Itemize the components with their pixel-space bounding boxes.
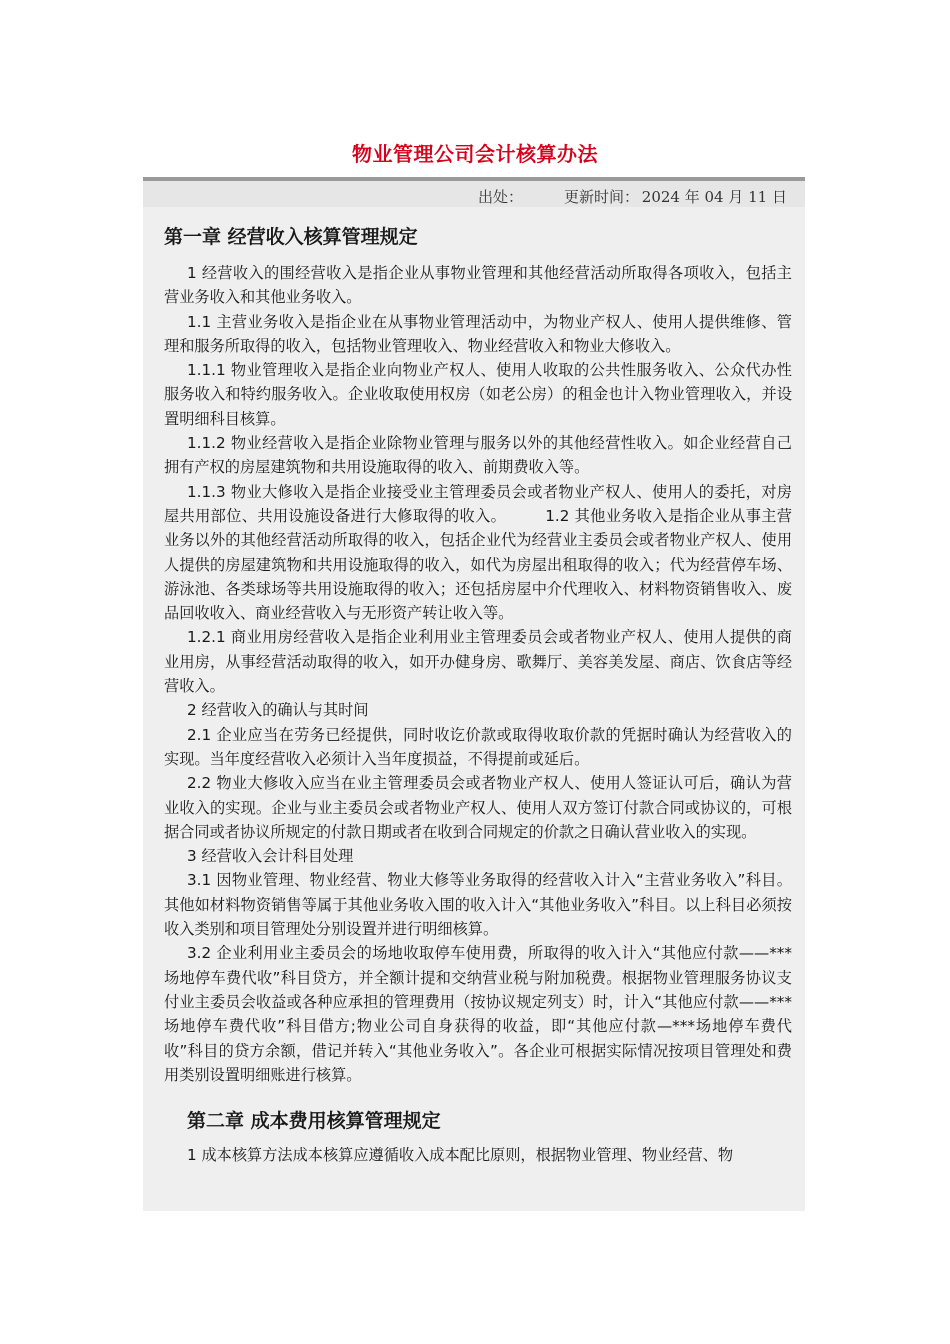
chapter-heading: 第二章 成本费用核算管理规定 [187, 1110, 441, 1133]
paragraph: 1 经营收入的围经营收入是指企业从事物业管理和其他经营活动所取得各项收入，包括主营业务收入和其他业务收入。 [164, 264, 792, 307]
paragraph: 1.1 主营业务收入是指企业在从事物业管理活动中，为物业产权人、使用人提供维修、管理和服务所取得的收入，包括物业管理收入、物业经营收入和物业大修收入。 [164, 312, 792, 355]
section-heading: 3 经营收入会计科目处理 [187, 847, 354, 866]
document-body [143, 207, 805, 1211]
paragraph: 1 成本核算方法成本核算应遵循收入成本配比原则，根据物业管理、物业经营、物 [187, 1146, 734, 1165]
paragraph: 3.1 因物业管理、物业经营、物业大修等业务取得的经营收入计入“主营业务收入”科目。其他如材料物资销售等属于其他业务收入围的收入计入“其他业务收入”科目。以上科目必须按收入类别和项目管理处分别设置并进行明细核算。 [164, 871, 792, 939]
document-title: 物业管理公司会计核算办法 [352, 142, 598, 166]
document-content [164, 207, 792, 1167]
paragraph: 1.1.2 物业经营收入是指企业除物业管理与服务以外的其他经营性收入。如企业经营自己拥有产权的房屋建筑物和共用设施取得的收入、前期费收入等。 [164, 434, 792, 477]
paragraph: 1.1.1 物业管理收入是指企业向物业产权人、使用人收取的公共性服务收入、公众代办性服务收入和特约服务收入。企业收取使用权房（如老公房）的租金也计入物业管理收入，并设置明细科目核算。 [164, 361, 792, 428]
meta-bar [143, 177, 805, 207]
updated-label: 更新时间： [564, 188, 640, 206]
chapter-heading: 第一章 经营收入核算管理规定 [164, 226, 418, 248]
section-heading: 2 经营收入的确认与其时间 [187, 701, 369, 720]
updated-date: 2024 年 04 月 11 日 [641, 188, 787, 206]
paragraph: 2.1 企业应当在劳务已经提供，同时收讫价款或取得收取价款的凭据时确认为经营收入的实现。当年度经营收入必须计入当年度损益，不得提前或延后。 [164, 725, 792, 768]
paragraph: 3.2 企业利用业主委员会的场地收取停车使用费，所取得的收入计入“其他应付款——***场地停车费代收”科目贷方，并全额计提和交纳营业税与附加税费。根据物业管理服务协议支付业主委员会收益或各种应承担的管理费用（按协议规定列支）时，计入“其他应付款——***场地停车费代收”科目借方;物业公司自身获得的收益，即“其他应付款—***场地停车费代收”科目的贷方余额，借记并转入“其他业务收入”。各企业可根据实际情况按项目管理处和费用类别设置明细账进行核算。 [164, 944, 792, 1084]
paragraph: 2.2 物业大修收入应当在业主管理委员会或者物业产权人、使用人签证认可后，确认为营业收入的实现。企业与业主委员会或者物业产权人、使用人双方签订付款合同或协议的，可根据合同或者协议所规定的付款日期或者在收到合同规定的价款之日确认营业收入的实现。 [164, 774, 792, 841]
paragraph: 1.1.3 物业大修收入是指企业接受业主管理委员会或者物业产权人、使用人的委托，对房屋共用部位、共用设施设备进行大修取得的收入。 1.2 其他业务收入是指企业从事主营业务以外的其他经营活动所取得的收入，包括企业代为经营业主委员会或者物业产权人、使用人提供的房屋建筑物和共用设施取得的收入，如代为房屋出租取得的收入；代为经营停车场、游泳池、各类球场等共用设施取得的收入；还包括房屋中介代理收入、材料物资销售收入、废品回收收入、商业经营收入与无形资产转让收入等。 [164, 482, 792, 623]
source-label: 出处： [478, 188, 524, 206]
paragraph: 1.2.1 商业用房经营收入是指企业利用业主管理委员会或者物业产权人、使用人提供的商业用房，从事经营活动取得的收入，如开办健身房、歌舞厅、美容美发屋、商店、饮食店等经营收入。 [164, 628, 792, 696]
